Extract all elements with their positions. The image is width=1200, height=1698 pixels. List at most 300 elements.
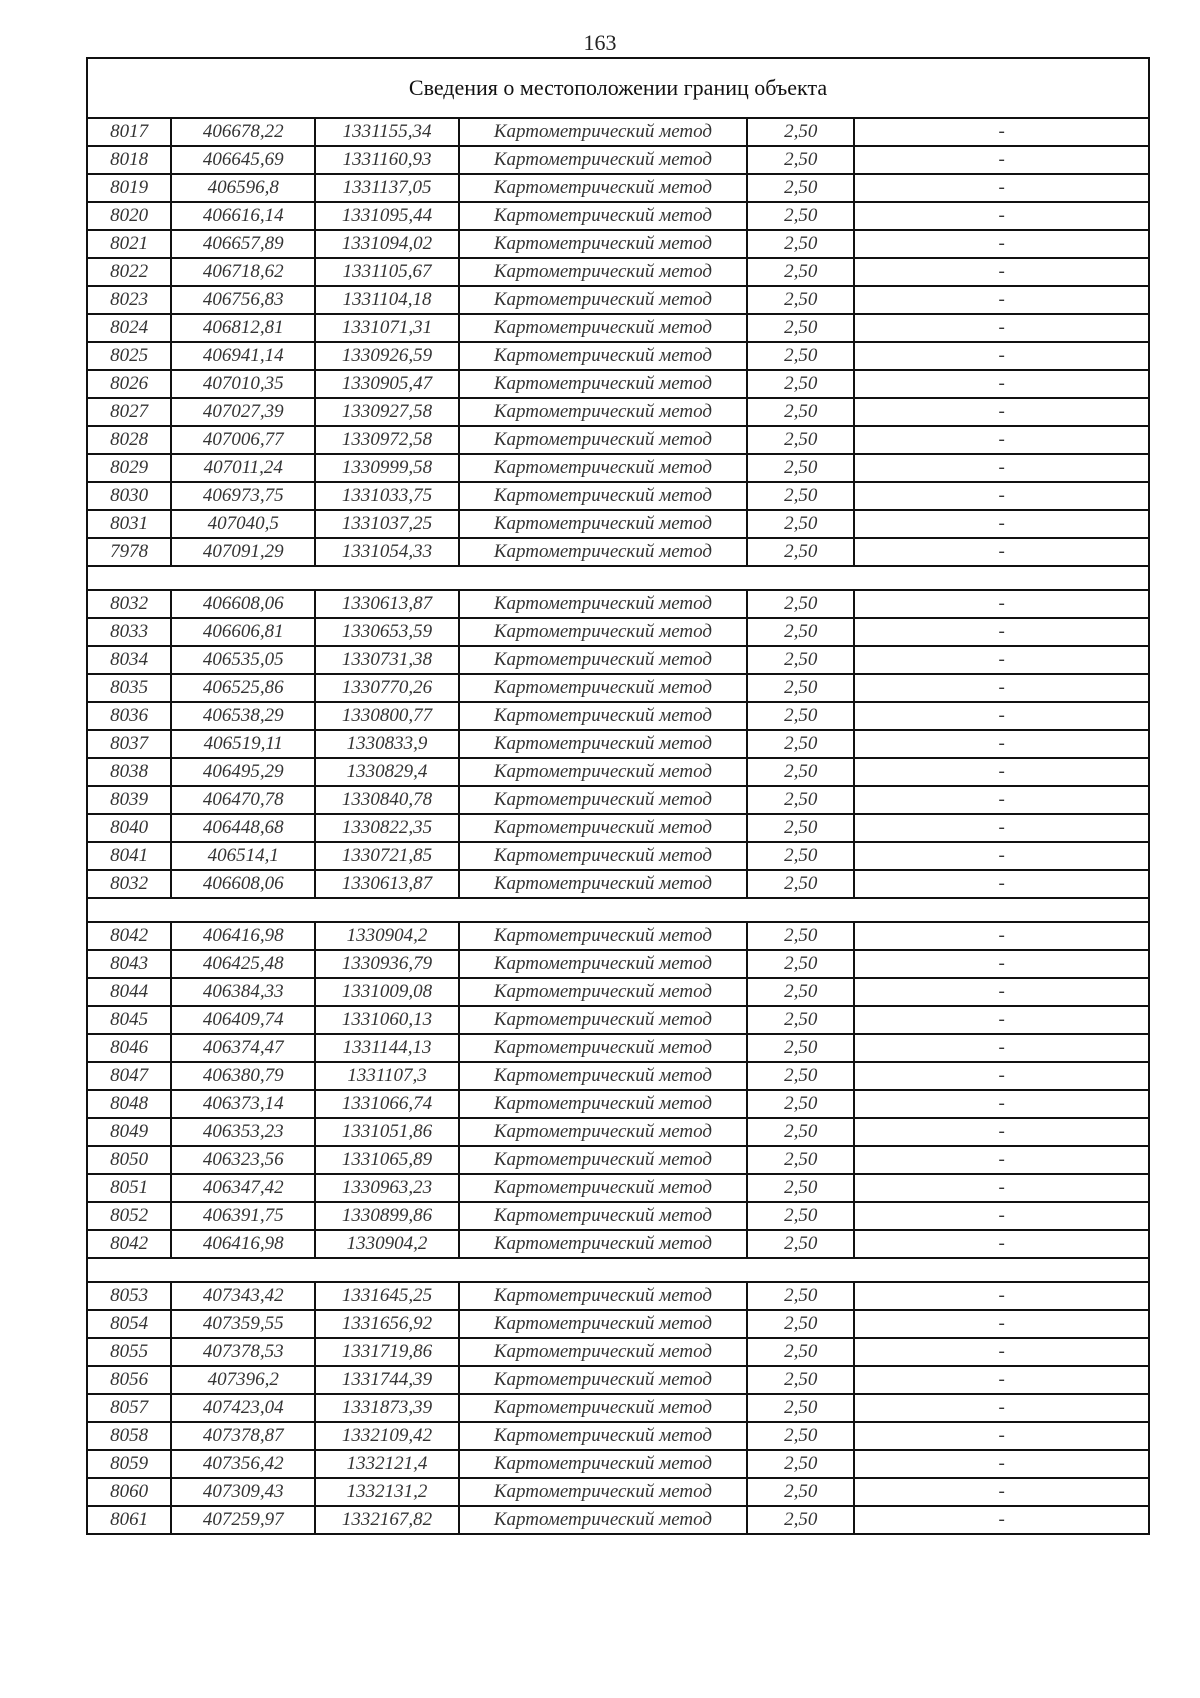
y-coordinate-cell: 1330800,77	[315, 702, 458, 730]
method-cell: Картометрический метод	[459, 342, 748, 370]
description-cell: -	[854, 758, 1149, 786]
point-number-cell: 8041	[87, 842, 171, 870]
point-number-cell: 8052	[87, 1202, 171, 1230]
table-row	[87, 1506, 1149, 1534]
y-coordinate-cell: 1330613,87	[315, 870, 458, 898]
x-coordinate-cell: 406519,11	[171, 730, 315, 758]
y-coordinate-cell: 1331719,86	[315, 1338, 458, 1366]
table-row	[87, 314, 1149, 342]
description-cell: -	[854, 590, 1149, 618]
point-number-cell: 8046	[87, 1034, 171, 1062]
table-row	[87, 1006, 1149, 1034]
point-number-cell: 8042	[87, 1230, 171, 1258]
x-coordinate-cell: 407027,39	[171, 398, 315, 426]
accuracy-cell: 2,50	[747, 870, 854, 898]
method-cell: Картометрический метод	[459, 814, 748, 842]
y-coordinate-cell: 1330904,2	[315, 922, 458, 950]
table-row	[87, 1090, 1149, 1118]
accuracy-cell: 2,50	[747, 1118, 854, 1146]
accuracy-cell: 2,50	[747, 314, 854, 342]
description-cell: -	[854, 702, 1149, 730]
y-coordinate-cell: 1331094,02	[315, 230, 458, 258]
table-row	[87, 1338, 1149, 1366]
x-coordinate-cell: 406448,68	[171, 814, 315, 842]
method-cell: Картометрический метод	[459, 1422, 748, 1450]
point-number-cell: 8033	[87, 618, 171, 646]
description-cell: -	[854, 370, 1149, 398]
table-title: Сведения о местоположении границ объекта	[87, 58, 1149, 118]
x-coordinate-cell: 406616,14	[171, 202, 315, 230]
point-number-cell: 8032	[87, 870, 171, 898]
description-cell: -	[854, 1230, 1149, 1258]
table-row	[87, 758, 1149, 786]
point-number-cell: 8038	[87, 758, 171, 786]
y-coordinate-cell: 1331137,05	[315, 174, 458, 202]
x-coordinate-cell: 407011,24	[171, 454, 315, 482]
accuracy-cell: 2,50	[747, 1338, 854, 1366]
point-number-cell: 8051	[87, 1174, 171, 1202]
y-coordinate-cell: 1331095,44	[315, 202, 458, 230]
description-cell: -	[854, 342, 1149, 370]
y-coordinate-cell: 1330770,26	[315, 674, 458, 702]
description-cell: -	[854, 538, 1149, 566]
description-cell: -	[854, 618, 1149, 646]
table-row	[87, 978, 1149, 1006]
x-coordinate-cell: 406608,06	[171, 870, 315, 898]
contour-separator-cell	[87, 1258, 1149, 1282]
accuracy-cell: 2,50	[747, 1310, 854, 1338]
method-cell: Картометрический метод	[459, 922, 748, 950]
y-coordinate-cell: 1331054,33	[315, 538, 458, 566]
x-coordinate-cell: 406941,14	[171, 342, 315, 370]
point-number-cell: 8039	[87, 786, 171, 814]
description-cell: -	[854, 482, 1149, 510]
method-cell: Картометрический метод	[459, 1118, 748, 1146]
y-coordinate-cell: 1331051,86	[315, 1118, 458, 1146]
method-cell: Картометрический метод	[459, 1230, 748, 1258]
description-cell: -	[854, 730, 1149, 758]
accuracy-cell: 2,50	[747, 1090, 854, 1118]
method-cell: Картометрический метод	[459, 258, 748, 286]
table-row	[87, 1366, 1149, 1394]
y-coordinate-cell: 1332109,42	[315, 1422, 458, 1450]
table-row	[87, 258, 1149, 286]
y-coordinate-cell: 1331037,25	[315, 510, 458, 538]
table-row	[87, 1062, 1149, 1090]
point-number-cell: 8048	[87, 1090, 171, 1118]
method-cell: Картометрический метод	[459, 1282, 748, 1310]
table-row	[87, 538, 1149, 566]
point-number-cell: 8042	[87, 922, 171, 950]
table-row	[87, 1174, 1149, 1202]
point-number-cell: 8019	[87, 174, 171, 202]
point-number-cell: 8021	[87, 230, 171, 258]
y-coordinate-cell: 1330731,38	[315, 646, 458, 674]
description-cell: -	[854, 1310, 1149, 1338]
accuracy-cell: 2,50	[747, 618, 854, 646]
y-coordinate-cell: 1332121,4	[315, 1450, 458, 1478]
table-row	[87, 342, 1149, 370]
point-number-cell: 8027	[87, 398, 171, 426]
accuracy-cell: 2,50	[747, 1006, 854, 1034]
point-number-cell: 8059	[87, 1450, 171, 1478]
description-cell: -	[854, 174, 1149, 202]
method-cell: Картометрический метод	[459, 398, 748, 426]
accuracy-cell: 2,50	[747, 230, 854, 258]
point-number-cell: 8024	[87, 314, 171, 342]
table-row	[87, 618, 1149, 646]
point-number-cell: 8034	[87, 646, 171, 674]
accuracy-cell: 2,50	[747, 538, 854, 566]
accuracy-cell: 2,50	[747, 118, 854, 146]
point-number-cell: 8047	[87, 1062, 171, 1090]
description-cell: -	[854, 1062, 1149, 1090]
accuracy-cell: 2,50	[747, 286, 854, 314]
method-cell: Картометрический метод	[459, 618, 748, 646]
y-coordinate-cell: 1331105,67	[315, 258, 458, 286]
y-coordinate-cell: 1331066,74	[315, 1090, 458, 1118]
y-coordinate-cell: 1331873,39	[315, 1394, 458, 1422]
description-cell: -	[854, 1338, 1149, 1366]
accuracy-cell: 2,50	[747, 842, 854, 870]
table-row	[87, 1478, 1149, 1506]
method-cell: Картометрический метод	[459, 786, 748, 814]
point-number-cell: 8053	[87, 1282, 171, 1310]
accuracy-cell: 2,50	[747, 1034, 854, 1062]
method-cell: Картометрический метод	[459, 1394, 748, 1422]
description-cell: -	[854, 314, 1149, 342]
method-cell: Картометрический метод	[459, 842, 748, 870]
x-coordinate-cell: 406535,05	[171, 646, 315, 674]
point-number-cell: 8032	[87, 590, 171, 618]
accuracy-cell: 2,50	[747, 1394, 854, 1422]
accuracy-cell: 2,50	[747, 510, 854, 538]
x-coordinate-cell: 406374,47	[171, 1034, 315, 1062]
x-coordinate-cell: 406812,81	[171, 314, 315, 342]
contour-separator-row	[87, 1258, 1149, 1282]
x-coordinate-cell: 407040,5	[171, 510, 315, 538]
y-coordinate-cell: 1330721,85	[315, 842, 458, 870]
method-cell: Картометрический метод	[459, 286, 748, 314]
method-cell: Картометрический метод	[459, 1202, 748, 1230]
point-number-cell: 8022	[87, 258, 171, 286]
x-coordinate-cell: 406514,1	[171, 842, 315, 870]
table-row	[87, 646, 1149, 674]
x-coordinate-cell: 406525,86	[171, 674, 315, 702]
description-cell: -	[854, 454, 1149, 482]
table-row	[87, 146, 1149, 174]
accuracy-cell: 2,50	[747, 1146, 854, 1174]
y-coordinate-cell: 1331155,34	[315, 118, 458, 146]
y-coordinate-cell: 1330653,59	[315, 618, 458, 646]
x-coordinate-cell: 406409,74	[171, 1006, 315, 1034]
method-cell: Картометрический метод	[459, 590, 748, 618]
description-cell: -	[854, 230, 1149, 258]
x-coordinate-cell: 406596,8	[171, 174, 315, 202]
table-row	[87, 730, 1149, 758]
method-cell: Картометрический метод	[459, 870, 748, 898]
table-row	[87, 674, 1149, 702]
description-cell: -	[854, 870, 1149, 898]
y-coordinate-cell: 1330936,79	[315, 950, 458, 978]
table-row	[87, 1282, 1149, 1310]
method-cell: Картометрический метод	[459, 646, 748, 674]
method-cell: Картометрический метод	[459, 1146, 748, 1174]
y-coordinate-cell: 1330927,58	[315, 398, 458, 426]
accuracy-cell: 2,50	[747, 978, 854, 1006]
description-cell: -	[854, 258, 1149, 286]
description-cell: -	[854, 842, 1149, 870]
accuracy-cell: 2,50	[747, 342, 854, 370]
table-row	[87, 870, 1149, 898]
y-coordinate-cell: 1330613,87	[315, 590, 458, 618]
y-coordinate-cell: 1330926,59	[315, 342, 458, 370]
x-coordinate-cell: 406678,22	[171, 118, 315, 146]
table-row	[87, 814, 1149, 842]
y-coordinate-cell: 1331009,08	[315, 978, 458, 1006]
y-coordinate-cell: 1330829,4	[315, 758, 458, 786]
method-cell: Картометрический метод	[459, 1310, 748, 1338]
point-number-cell: 8030	[87, 482, 171, 510]
accuracy-cell: 2,50	[747, 590, 854, 618]
accuracy-cell: 2,50	[747, 1062, 854, 1090]
point-number-cell: 8017	[87, 118, 171, 146]
accuracy-cell: 2,50	[747, 370, 854, 398]
x-coordinate-cell: 407010,35	[171, 370, 315, 398]
page-number: 163	[583, 30, 617, 55]
x-coordinate-cell: 406973,75	[171, 482, 315, 510]
method-cell: Картометрический метод	[459, 730, 748, 758]
point-number-cell: 8026	[87, 370, 171, 398]
point-number-cell: 8058	[87, 1422, 171, 1450]
x-coordinate-cell: 407423,04	[171, 1394, 315, 1422]
table-row	[87, 1118, 1149, 1146]
method-cell: Картометрический метод	[459, 1450, 748, 1478]
y-coordinate-cell: 1331645,25	[315, 1282, 458, 1310]
description-cell: -	[854, 1282, 1149, 1310]
x-coordinate-cell: 407259,97	[171, 1506, 315, 1534]
table-row	[87, 1230, 1149, 1258]
contour-separator-cell	[87, 898, 1149, 922]
table-row	[87, 454, 1149, 482]
y-coordinate-cell: 1331060,13	[315, 1006, 458, 1034]
x-coordinate-cell: 406718,62	[171, 258, 315, 286]
method-cell: Картометрический метод	[459, 978, 748, 1006]
table-row	[87, 1394, 1149, 1422]
accuracy-cell: 2,50	[747, 482, 854, 510]
description-cell: -	[854, 1090, 1149, 1118]
accuracy-cell: 2,50	[747, 814, 854, 842]
description-cell: -	[854, 510, 1149, 538]
point-number-cell: 8018	[87, 146, 171, 174]
method-cell: Картометрический метод	[459, 674, 748, 702]
accuracy-cell: 2,50	[747, 702, 854, 730]
x-coordinate-cell: 407309,43	[171, 1478, 315, 1506]
table-row	[87, 286, 1149, 314]
x-coordinate-cell: 406416,98	[171, 1230, 315, 1258]
method-cell: Картометрический метод	[459, 1338, 748, 1366]
method-cell: Картометрический метод	[459, 482, 748, 510]
method-cell: Картометрический метод	[459, 230, 748, 258]
table-row	[87, 1422, 1149, 1450]
point-number-cell: 8023	[87, 286, 171, 314]
contour-separator-cell	[87, 566, 1149, 590]
accuracy-cell: 2,50	[747, 1174, 854, 1202]
method-cell: Картометрический метод	[459, 510, 748, 538]
y-coordinate-cell: 1331065,89	[315, 1146, 458, 1174]
method-cell: Картометрический метод	[459, 1366, 748, 1394]
x-coordinate-cell: 406391,75	[171, 1202, 315, 1230]
table-row	[87, 1146, 1149, 1174]
table-row	[87, 426, 1149, 454]
y-coordinate-cell: 1331744,39	[315, 1366, 458, 1394]
table-row	[87, 174, 1149, 202]
table-row	[87, 922, 1149, 950]
description-cell: -	[854, 1006, 1149, 1034]
description-cell: -	[854, 1146, 1149, 1174]
point-number-cell: 8031	[87, 510, 171, 538]
x-coordinate-cell: 406756,83	[171, 286, 315, 314]
description-cell: -	[854, 146, 1149, 174]
y-coordinate-cell: 1330822,35	[315, 814, 458, 842]
description-cell: -	[854, 1450, 1149, 1478]
accuracy-cell: 2,50	[747, 426, 854, 454]
x-coordinate-cell: 407356,42	[171, 1450, 315, 1478]
method-cell: Картометрический метод	[459, 174, 748, 202]
accuracy-cell: 2,50	[747, 454, 854, 482]
table-row	[87, 702, 1149, 730]
y-coordinate-cell: 1331107,3	[315, 1062, 458, 1090]
accuracy-cell: 2,50	[747, 258, 854, 286]
accuracy-cell: 2,50	[747, 1366, 854, 1394]
y-coordinate-cell: 1330840,78	[315, 786, 458, 814]
method-cell: Картометрический метод	[459, 1478, 748, 1506]
accuracy-cell: 2,50	[747, 1422, 854, 1450]
x-coordinate-cell: 406380,79	[171, 1062, 315, 1090]
method-cell: Картометрический метод	[459, 1174, 748, 1202]
accuracy-cell: 2,50	[747, 174, 854, 202]
x-coordinate-cell: 407006,77	[171, 426, 315, 454]
table-row	[87, 950, 1149, 978]
point-number-cell: 8040	[87, 814, 171, 842]
x-coordinate-cell: 406425,48	[171, 950, 315, 978]
point-number-cell: 8035	[87, 674, 171, 702]
table-row	[87, 1202, 1149, 1230]
table-row	[87, 842, 1149, 870]
x-coordinate-cell: 407343,42	[171, 1282, 315, 1310]
y-coordinate-cell: 1331656,92	[315, 1310, 458, 1338]
table-row	[87, 786, 1149, 814]
x-coordinate-cell: 406495,29	[171, 758, 315, 786]
point-number-cell: 8050	[87, 1146, 171, 1174]
description-cell: -	[854, 202, 1149, 230]
accuracy-cell: 2,50	[747, 202, 854, 230]
method-cell: Картометрический метод	[459, 1034, 748, 1062]
description-cell: -	[854, 978, 1149, 1006]
point-number-cell: 8061	[87, 1506, 171, 1534]
description-cell: -	[854, 1394, 1149, 1422]
x-coordinate-cell: 406608,06	[171, 590, 315, 618]
y-coordinate-cell: 1331160,93	[315, 146, 458, 174]
y-coordinate-cell: 1332167,82	[315, 1506, 458, 1534]
description-cell: -	[854, 398, 1149, 426]
x-coordinate-cell: 406470,78	[171, 786, 315, 814]
description-cell: -	[854, 950, 1149, 978]
method-cell: Картометрический метод	[459, 202, 748, 230]
x-coordinate-cell: 407091,29	[171, 538, 315, 566]
method-cell: Картометрический метод	[459, 426, 748, 454]
description-cell: -	[854, 786, 1149, 814]
description-cell: -	[854, 426, 1149, 454]
point-number-cell: 8037	[87, 730, 171, 758]
point-number-cell: 8056	[87, 1366, 171, 1394]
method-cell: Картометрический метод	[459, 950, 748, 978]
point-number-cell: 8049	[87, 1118, 171, 1146]
y-coordinate-cell: 1330999,58	[315, 454, 458, 482]
point-number-cell: 8028	[87, 426, 171, 454]
y-coordinate-cell: 1331104,18	[315, 286, 458, 314]
x-coordinate-cell: 406373,14	[171, 1090, 315, 1118]
y-coordinate-cell: 1330899,86	[315, 1202, 458, 1230]
accuracy-cell: 2,50	[747, 922, 854, 950]
x-coordinate-cell: 407396,2	[171, 1366, 315, 1394]
table-row	[87, 118, 1149, 146]
point-number-cell: 8020	[87, 202, 171, 230]
table-row	[87, 370, 1149, 398]
point-number-cell: 8060	[87, 1478, 171, 1506]
accuracy-cell: 2,50	[747, 146, 854, 174]
table-body	[87, 58, 1149, 1534]
accuracy-cell: 2,50	[747, 950, 854, 978]
contour-separator-row	[87, 566, 1149, 590]
point-number-cell: 7978	[87, 538, 171, 566]
accuracy-cell: 2,50	[747, 730, 854, 758]
x-coordinate-cell: 406347,42	[171, 1174, 315, 1202]
accuracy-cell: 2,50	[747, 786, 854, 814]
description-cell: -	[854, 1422, 1149, 1450]
accuracy-cell: 2,50	[747, 1478, 854, 1506]
method-cell: Картометрический метод	[459, 370, 748, 398]
table-row	[87, 1310, 1149, 1338]
method-cell: Картометрический метод	[459, 118, 748, 146]
method-cell: Картометрический метод	[459, 1506, 748, 1534]
point-number-cell: 8044	[87, 978, 171, 1006]
point-number-cell: 8029	[87, 454, 171, 482]
accuracy-cell: 2,50	[747, 1282, 854, 1310]
description-cell: -	[854, 1034, 1149, 1062]
x-coordinate-cell: 406606,81	[171, 618, 315, 646]
x-coordinate-cell: 406384,33	[171, 978, 315, 1006]
description-cell: -	[854, 1118, 1149, 1146]
accuracy-cell: 2,50	[747, 758, 854, 786]
accuracy-cell: 2,50	[747, 1506, 854, 1534]
table-row	[87, 590, 1149, 618]
method-cell: Картометрический метод	[459, 454, 748, 482]
y-coordinate-cell: 1330972,58	[315, 426, 458, 454]
description-cell: -	[854, 118, 1149, 146]
point-number-cell: 8036	[87, 702, 171, 730]
description-cell: -	[854, 1174, 1149, 1202]
method-cell: Картометрический метод	[459, 758, 748, 786]
x-coordinate-cell: 406645,69	[171, 146, 315, 174]
table-row	[87, 510, 1149, 538]
point-number-cell: 8057	[87, 1394, 171, 1422]
boundary-coordinates-table	[86, 57, 1150, 1535]
description-cell: -	[854, 922, 1149, 950]
table-row	[87, 202, 1149, 230]
y-coordinate-cell: 1332131,2	[315, 1478, 458, 1506]
point-number-cell: 8054	[87, 1310, 171, 1338]
